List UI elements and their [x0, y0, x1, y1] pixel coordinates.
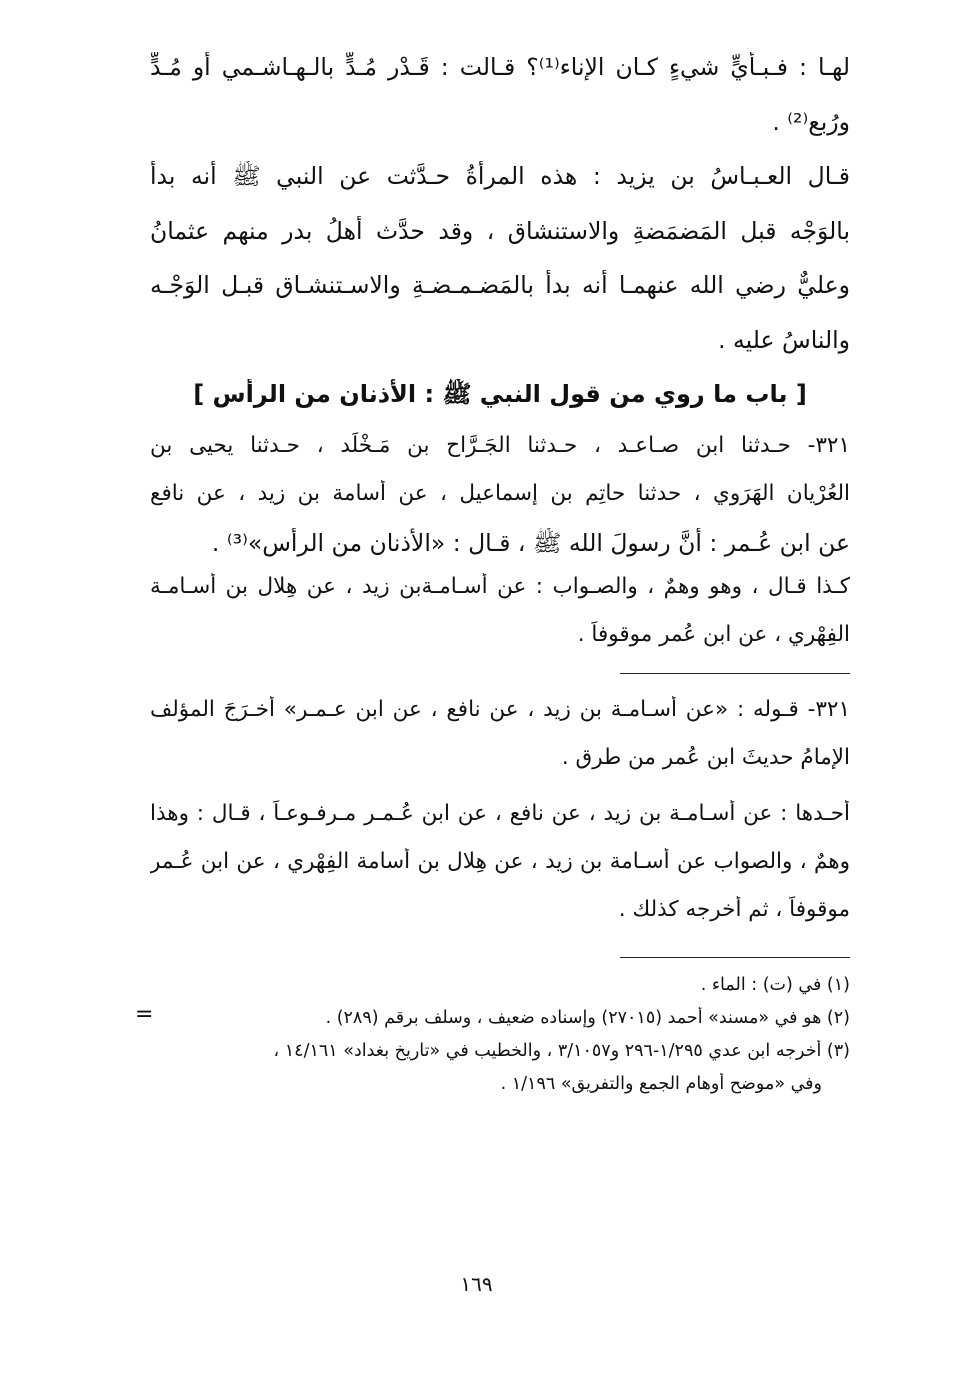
page-number: ١٦٩ [460, 1272, 493, 1296]
commentary-line: أحـدها : عن أسـامـة بن زيد ، عن نافع ، عن ابن عُـمـر مـرفـوعـاً ، قـال : وهذا [150, 800, 850, 826]
commentary-line: الإمامُ حديثَ ابن عُمر من طرق . [561, 744, 850, 770]
section-heading: [ باب ما روي من قول النبي ﷺ : الأُذنان من الرأس ] [193, 380, 807, 409]
commentary-line: وهمٌ ، والصواب عن أسـامة بن زيد ، عن هِلال بن أسامة الفِهْري ، عن ابن عُـمر [150, 848, 850, 874]
commentary-line: ٣٢١- قـوله : «عن أسـامـة بن زيد ، عن نافع ، عن ابن عـمـر» أخـرَجَ المؤلف [150, 696, 850, 722]
continuation-mark: = [135, 1002, 154, 1027]
footnote: (٣) أخرجه ابن عدي ١/٢٩٥-٢٩٦ و٣/١٠٥٧ ، والخطيب في «تاريخ بغداد» ١٤/١٦١ ، [273, 1040, 850, 1061]
text-line: قـال العـبـاسُ بن يزيد : هذه المرأةُ حـدَّثت عن النبي ﷺ أنه بدأ [150, 162, 850, 191]
footnote-divider [620, 957, 850, 958]
text-line: والناسُ عليه . [718, 325, 850, 354]
footnote: (٢) هو في «مسند» أحمد (٢٧٠١٥) وإسناده ضعيف ، وسلف برقم (٢٨٩) . [325, 1008, 850, 1029]
hadith-line: ٣٢١- حـدثنا ابن صـاعـد ، حـدثنا الجَـرَّاح بن مَـخْلَد ، حـدثنا يحيى بن [150, 433, 850, 459]
hadith-line: الفِهْري ، عن ابن عُمر موقوفاً . [577, 621, 850, 647]
footnote: (١) في (ت) : الماء . [700, 975, 850, 996]
footnote: وفي «موضح أوهام الجمع والتفريق» ١/١٩٦ . [500, 1073, 822, 1094]
hadith-line: العُرْيان الهَرَوي ، حدثنا حاتِم بن إسماعيل ، عن أسامة بن زيد ، عن نافع [150, 481, 850, 507]
text-line: ورُبع⁽²⁾ . [772, 107, 850, 136]
commentary-line: موقوفاً ، ثم أخرجه كذلك . [618, 896, 850, 922]
hadith-line: عن ابن عُـمر : أنَّ رسولَ الله ﷺ ، قـال : «الأُذنان من الرأس»⁽³⁾ . [211, 529, 850, 558]
text-line: بالوَجْه قبل المَضمَضةِ والاستنشاق ، وقد حدَّث أهلُ بدر منهم عثمانُ [150, 216, 850, 245]
commentary-divider [620, 673, 850, 674]
page-text [150, 52, 850, 1105]
text-line: لهـا : فـبـأيٍّ شيءٍ كـان الإناء⁽¹⁾؟ قـالت : قَـدْر مُـدٍّ بالـهـاشـمي أو مُـدٍّ [150, 53, 850, 81]
hadith-line: كـذا قـال ، وهو وهمٌ ، والصـواب : عن أُسـامـةبن زيد ، عن هِلال بن أسـامـة [150, 573, 850, 599]
text-line: وعليٌّ رضي الله عنهمـا أنه بدأ بالمَضـمـضـةِ والاسـتنشـاق قبـل الوَجْـه [150, 271, 850, 300]
